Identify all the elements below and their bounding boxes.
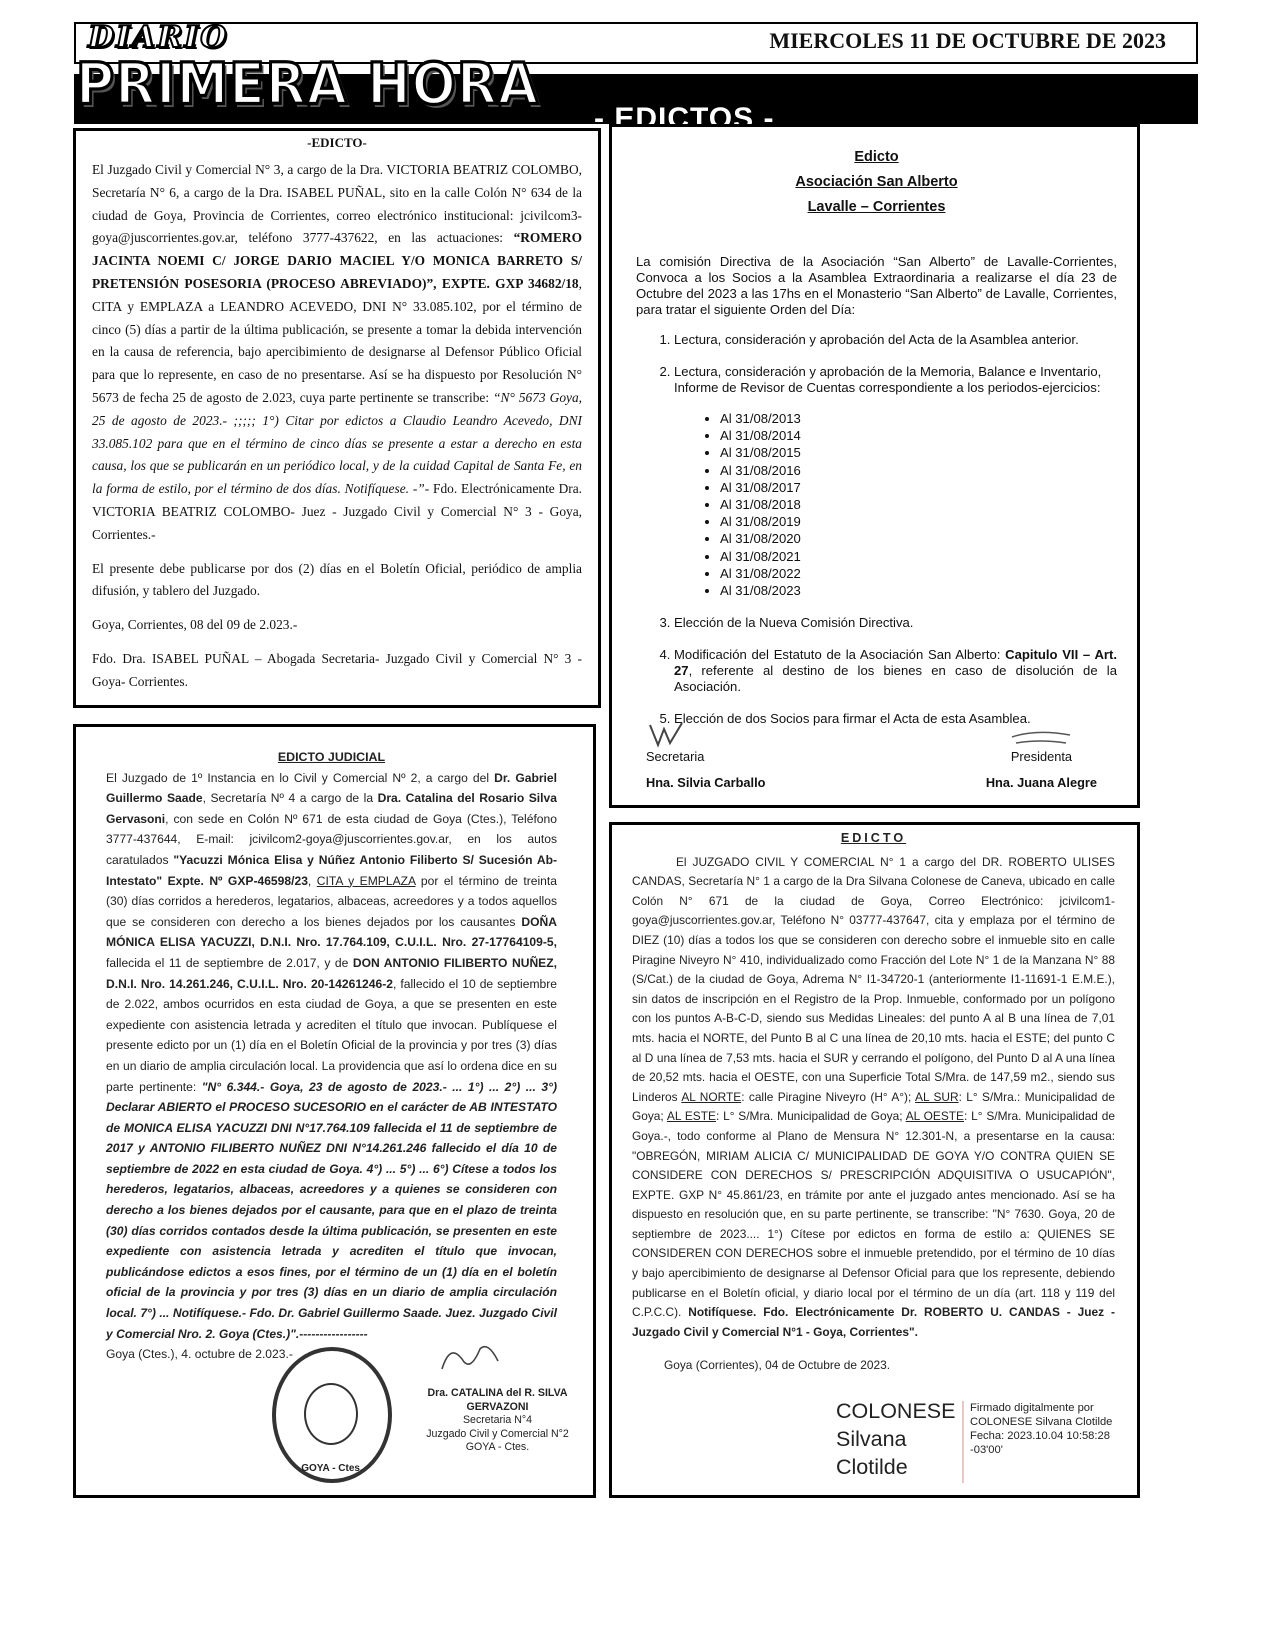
signature-divider: [962, 1401, 964, 1483]
publication-date: MIERCOLES 11 DE OCTUBRE DE 2023: [769, 28, 1166, 53]
boundary-label: AL NORTE: [681, 1089, 742, 1104]
deceased-1: DOÑA MÓNICA ELISA YACUZZI, D.N.I. Nro. 17.764.109, C.U.I.L. Nro. 27-17764109-5,: [106, 914, 557, 950]
agenda-item-4-text: , referente al destino de los bienes en caso de disolución de la Asociación.: [674, 663, 1117, 695]
agenda-item-2-text: Lectura, consideración y aprobación de la Memoria, Balance e Inventario, Informe de Revisor de Cuentas correspondiente a los periodos-ejercicios:: [674, 364, 1102, 395]
seal-text: GOYA - Ctes.: [301, 1463, 363, 1474]
resolution-quote: "N° 6.344.- Goya, 23 de agosto de 2023.- ... 1°) ... 2°) ... 3°) Declarar ABIERTO el PROCESO SUCESORIO en el carácter de AB INTESTATO de MONICA ELISA YACUZZI DNI N°17.764.109 fallecida el 11 de septiembre de 2017 y ANTONIO FILIBERTO NUÑEZ DNI N°14.261.246 fallecido el día 10 de septiembre de 2022 en esta ciudad de Goya. 4°) ... 5°) ... 6°) Cítese a todos los herederos, legatarios, albaceas, acreedores y a quienes se consideren con derecho a los bienes dejados por el causante, para que en el plazo de treinta (30) días corridos contados desde la última publicación, se presenten en este expediente con asistencia letrada y acrediten el título que invocan, publicándose edictos a esos fines, por el término de un (1) día en el boletín oficial de la provincia y por tres (3) días en un diario de amplia circulación local. 7°) ... Notifíquese.- Fdo. Dr. Gabriel Guillermo Saade. Juez. Juzgado Civil y Comercial Nro. 2. Goya (Ctes.)".-----------------: [106, 1079, 557, 1341]
judge-name: Dr. Gabriel Guillermo Saade: [106, 770, 558, 806]
fiscal-period: • Al 31/08/2019: [720, 513, 1117, 530]
edicto-title: EDICTO: [840, 831, 907, 845]
fiscal-period: • Al 31/08/2015: [720, 444, 1117, 461]
body-text: fallecida el 11 de septiembre de 2.017, y de: [106, 955, 353, 970]
section-title: - EDICTOS -: [594, 102, 775, 135]
edicto-judicial-juzgado-2: [73, 724, 596, 1498]
signer-role: Presidenta: [1010, 749, 1072, 764]
edicto-body: [632, 853, 1115, 1343]
case-title: "Yacuzzi Mónica Elisa y Núñez Antonio Filiberto S/ Sucesión Ab-Intestato" Expte. Nº GXP-46598/23: [106, 852, 557, 888]
handwritten-signature: [986, 719, 1097, 749]
edicto-juzgado-1: [609, 822, 1140, 1498]
deceased-2: DON ANTONIO FILIBERTO NUÑEZ, D.N.I. Nro. 14.261.246, C.U.I.L. Nro. 20-14261246-2: [106, 955, 558, 991]
secretary-name: Dra. Catalina del Rosario Silva Gervasoni: [106, 791, 557, 826]
edicto-title: -EDICTO-: [307, 135, 367, 150]
body-text: - Fdo. Electrónicamente Dra. VICTORIA BEATRIZ COLOMBO- Juez - Juzgado Civil y Comercial N° 3 - Goya, Corrientes.-: [92, 481, 583, 542]
stamp-line: GOYA - Ctes.: [465, 1441, 530, 1453]
edicto-body: [106, 768, 557, 1345]
edicto-date: Goya (Ctes.), 4. octubre de 2.023.-: [106, 1347, 293, 1362]
agenda-item-4-text: Modificación del Estatuto de la Asociación San Alberto:: [674, 647, 1006, 663]
seal-emblem: [304, 1383, 358, 1445]
signatures: [646, 719, 1097, 799]
agenda-item-5: 5. Elección de dos Socios para firmar el Acta de esta Asamblea.: [674, 711, 1117, 727]
fiscal-period: • Al 31/08/2020: [720, 530, 1117, 547]
body-text: : L° S/Mra.: Municipalidad de Goya;: [632, 1089, 1115, 1124]
agenda-item-3: 3. Elección de la Nueva Comisión Directiva.: [674, 615, 1117, 631]
body-text: , fallecido el 10 de septiembre de 2.022, ambos ocurridos en esta ciudad de Goya, a que se presenten en este expediente con asistencia letrada y acrediten el título que invocan. Publíquese el presente edicto por un (1) día en el Boletín Oficial de la provincia y por tres (3) días en un diario de amplia circulación local. La providencia que así lo ordena dice en su parte pertinente:: [106, 976, 557, 1094]
body-text: El Juzgado Civil y Comercial N° 3, a cargo de la Dra. VICTORIA BEATRIZ COLOMBO, Secretaría N° 6, a cargo de la Dra. ISABEL PUÑAL, sito en la calle Colón N° 634 de la ciudad de Goya, Provincia de Corrientes, correo electrónico institucional: jcivilcom3-goya@juscorrientes.gov.ar, teléfono 3777-437622, en las actuaciones:: [92, 162, 582, 246]
digital-signature-name: COLONESE Silvana Clotilde: [836, 1399, 956, 1479]
masthead-title: PRIMERA HORA: [76, 52, 540, 118]
body-text: por el término de treinta (30) días corridos a herederos, legatarios, albaceas, acreedores y a todos aquellos que se consideren con derecho a los bienes dejados por los causantes: [106, 873, 557, 929]
body-text: : L° S/Mra. Municipalidad de Goya;: [715, 1109, 906, 1124]
fiscal-period: • Al 31/08/2018: [720, 496, 1117, 513]
edicto-signature: Fdo. Dra. ISABEL PUÑAL – Abogada Secretaria- Juzgado Civil y Comercial N° 3 - Goya- Corrientes.: [92, 650, 582, 689]
fiscal-periods-list: [674, 410, 1117, 599]
agenda-item-1: 1. Lectura, consideración y aprobación del Acta de la Asamblea anterior.: [674, 332, 1117, 348]
convocation-text: La comisión Directiva de la Asociación “San Alberto” de Lavalle-Corrientes, Convoca a los Socios a la Asamblea Extraordinaria a realizarse el día 23 de Octubre del 2023 a las 17hs en el Monasterio “San Alberto” de Lavalle, Corrientes, para tratar el siguiente Orden del Día:: [636, 254, 1117, 317]
digital-signature: [836, 1397, 1126, 1487]
edicto-juzgado-3: [73, 128, 601, 708]
signer-name: Hna. Silvia Carballo: [646, 775, 766, 790]
edicto-date: Goya (Corrientes), 04 de Octubre de 2023.: [664, 1358, 891, 1373]
edicto-title: EDICTO JUDICIAL: [277, 750, 386, 764]
agenda-list: [636, 332, 1117, 727]
boundary-label: AL ESTE: [666, 1109, 716, 1124]
edicto-date: Goya, Corrientes, 08 del 09 de 2.023.-: [92, 617, 298, 633]
statute-article: Capitulo VII – Art. 27: [674, 647, 1117, 679]
secretary-signature: [646, 719, 765, 791]
body-text: : L° S/Mra. Municipalidad de Goya.-, todo conforme al Plano de Mensura N° 12.301-N, a presentarse en la causa: "OBREGÓN, MIRIAM ALICIA C/ MUNICIPALIDAD DE GOYA Y/O CONTRA QUIEN SE CONSIDERE CON DERECHOS S/ PRESCRIPCIÓN ADQUISITIVA O USUCAPIÓN", EXPTE. GXP N° 45.861/23, en trámite por ante el juzgado antes mencionado. Así se ha dispuesto en resolución que, en su parte pertinente, se transcribe: "N° 7630. Goya, 20 de septiembre de 2023.... 1°) Cítese por edictos en forma de estilo a: QUIENES SE CONSIDEREN CON DERECHOS sobre el inmueble pretendido, por el término de 10 días y bajo apercibimiento de designarse al Defensor Oficial para que los represente, debiendo publicarse en el Boletín oficial, y diario local por el término de un día (art. 118 y 119 del C.P.C.C).: [632, 1109, 1115, 1320]
secretary-stamp: [402, 1387, 593, 1455]
handwritten-signature: [436, 1339, 506, 1381]
president-signature: [986, 719, 1097, 791]
fiscal-period: • Al 31/08/2022: [720, 565, 1117, 582]
masthead-diario: DIARIO: [88, 20, 229, 55]
court-seal: [272, 1347, 392, 1483]
signer-role: Secretaria: [646, 749, 705, 764]
association-name: Asociación San Alberto: [795, 174, 958, 190]
fiscal-period: • Al 31/08/2021: [720, 548, 1117, 565]
stamp-line: Juzgado Civil y Comercial N°2: [426, 1427, 569, 1440]
agenda-item-4: [674, 647, 1117, 695]
handwritten-signature: [646, 719, 765, 749]
publication-note: El presente debe publicarse por dos (2) días en el Boletín Oficial, periódico de amplia difusión, y tablero del Juzgado.: [92, 560, 582, 599]
boundary-label: AL OESTE: [905, 1109, 964, 1124]
body-text: : calle Piragine Niveyro (H° A°);: [741, 1089, 916, 1104]
fiscal-period: • Al 31/08/2017: [720, 479, 1117, 496]
signer-name: Hna. Juana Alegre: [985, 775, 1097, 790]
boundary-label: AL SUR: [915, 1089, 959, 1104]
stamp-line: Secretaria N°4: [462, 1414, 532, 1426]
masthead: [74, 20, 1198, 135]
signature-text: Notifíquese. Fdo. Electrónicamente Dr. ROBERTO U. CANDAS - Juez - Juzgado Civil y Comercial N°1 - Goya, Corrientes".: [632, 1305, 1115, 1339]
signature-scribble: [646, 719, 686, 749]
fiscal-period: • Al 31/08/2014: [720, 427, 1117, 444]
signature-scribble: [436, 1339, 506, 1379]
body-text: , CITA y EMPLAZA a LEANDRO ACEVEDO, DNI N° 33.085.102, por el término de cinco (5) días a partir de la última publicación, se presente a tomar la debida intervención en la causa de referencia, bajo apercibimiento de designarse al Defensor Público Oficial para que lo represente, en caso de no presentarse. Así se ha dispuesto por Resolución N° 5673 de fecha 25 de agosto de 2.023, cuya parte pertinente se transcribe:: [92, 275, 582, 405]
body-text: , Secretaría Nº 4 a cargo de la: [202, 791, 378, 806]
body-text: ,: [307, 873, 317, 888]
edicto-body: [92, 159, 582, 547]
fiscal-period: • Al 31/08/2013: [720, 410, 1117, 427]
cita-emplaza: CITA y EMPLAZA: [316, 873, 416, 888]
body-text: El JUZGADO CIVIL Y COMERCIAL N° 1 a cargo del DR. ROBERTO ULISES CANDAS, Secretaría N° 1 a cargo de la Dra Silvana Colonese de Caneva, ubicado en calle Colón N° 671 de la ciudad de Goya, Correo Electrónico: jcivilcom1-goya@juscorrientes.gov.ar, Teléfono N° 03777-437647, cita y emplaza por el término de DIEZ (10) días a todos los que se consideren con derecho sobre el inmueble sito en calle Piragine Niveyro N° 410, individualizado como Fracción del Lote N° 1 de la Manzana N° 88 (S/Cat.) de la ciudad de Goya, Adrema N° I1-34720-1 (anteriormente I1-11691-1 E.M.E.), sin datos de inscripción en el Registro de la Prop. Inmueble, conformado por un polígono con los puntos A-B-C-D, siendo sus Medidas Lineales: del punto A al B una línea de 7,01 mts. hacia el NORTE, del Punto B al C una línea de 20,10 mts. hacia el ESTE; del punto C al D una línea de 7,53 mts. hacia el SUR y cerrando el polígono, del Punto D al A una línea de 20,52 mts. hacia el OESTE, con una Superficie Total S/Mra. de 147,59 m2., siendo sus Linderos: [632, 854, 1115, 1104]
stamp-name: Dra. CATALINA del R. SILVA GERVAZONI: [427, 1387, 568, 1413]
fiscal-period: • Al 31/08/2016: [720, 462, 1117, 479]
body-text: , con sede en Colón Nº 671 de esta ciudad de Goya (Ctes.), Teléfono 3777-437644, E-mail: jcivilcom2-goya@juscorrientes.gov.ar, en los autos caratulados: [106, 811, 557, 867]
fiscal-period: • Al 31/08/2023: [720, 582, 1117, 599]
agenda-item-2: [674, 364, 1117, 599]
edicto-asociacion-san-alberto: [609, 124, 1140, 808]
body-text: El Juzgado de 1º Instancia en lo Civil y Comercial Nº 2, a cargo del: [106, 770, 495, 785]
digital-signature-info: Firmado digitalmente por COLONESE Silvana Clotilde Fecha: 2023.10.04 10:58:28 -03'00': [970, 1402, 1113, 1456]
signature-scribble: [1006, 719, 1076, 749]
edicto-heading: Edicto: [854, 149, 899, 165]
resolution-quote: “N° 5673 Goya, 25 de agosto de 2023.- ;;;;; 1°) Citar por edictos a Claudio Leandro Acevedo, DNI 33.085.102 para que en el término de cinco días se presente a estar a derecho en esta causa, los que se publicarán en un periódico local, y de la cuidad Capital de Santa Fe, en la forma de estilo, por el término de dos días. Notifíquese. -”: [92, 389, 582, 497]
association-location: Lavalle – Corrientes: [807, 199, 946, 215]
case-title: “ROMERO JACINTA NOEMI C/ JORGE DARIO MACIEL Y/O MONICA BARRETO S/ PRETENSIÓN POSESORIA (PROCESO ABREVIADO)”, EXPTE. GXP 34682/18: [92, 230, 582, 291]
